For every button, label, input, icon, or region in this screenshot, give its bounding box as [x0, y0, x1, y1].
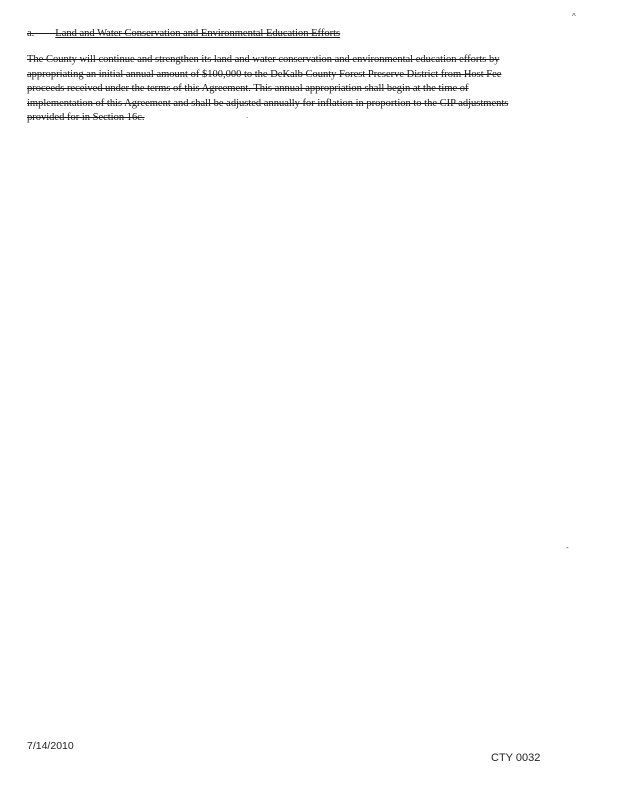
- scan-mark-dot: .: [246, 111, 249, 120]
- body-line-2: appropriating an initial annual amount of $100,000 to the DeKalb County Forest Preserve District from Host Fee: [27, 68, 502, 80]
- section-title: Land and Water Conservation and Environmental Education Efforts: [55, 28, 341, 39]
- scan-mark-mid: -: [566, 543, 569, 552]
- section-lead: a.: [27, 28, 35, 39]
- scan-mark-top: ^: [572, 12, 576, 21]
- body-line-3: proceeds received under the terms of this Agreement. This annual appropriation shall begin at the time of: [27, 83, 469, 94]
- body-line-4: implementation of this Agreement and shall be adjusted annually for inflation in proportion to the CIP adjustments: [27, 97, 509, 109]
- section-body: [27, 53, 589, 126]
- footer-date: 7/14/2010: [27, 740, 74, 752]
- footer-document-code: CTY 0032: [491, 752, 541, 764]
- body-line-5: provided for in Section 16c.: [27, 112, 145, 123]
- body-line-1: The County will continue and strengthen its land and water conservation and environmental education efforts by: [27, 54, 500, 65]
- section-heading: a.——Land and Water Conservation and Environmental Education Efforts: [27, 28, 341, 39]
